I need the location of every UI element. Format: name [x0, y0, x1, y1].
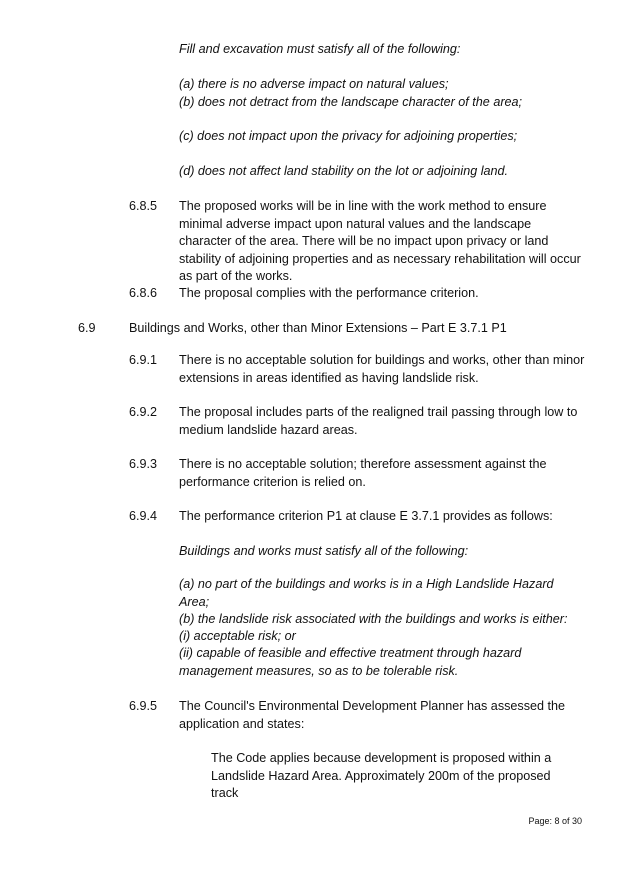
- para-text-6-8-6: The proposal complies with the performance criterion.: [179, 286, 479, 300]
- para-text-6-9-5: The Council's Environmental Development Planner has assessed the application and states:: [179, 699, 566, 731]
- para-text-6-8-5: The proposed works will be in line with the work method to ensure minimal adverse impact upon natural values and the landscape character of the area. There will be no impact upon privacy or land stability of adjoining properties and as necessary rehabilitation will occur as part of the works.: [179, 199, 581, 283]
- para-number-6-9-5: 6.9.5: [129, 699, 158, 713]
- para-number-6-9-2: 6.9.2: [129, 405, 158, 419]
- para-text-6-9-1: There is no acceptable solution for buildings and works, other than minor extensions in areas identified as having landslide risk.: [179, 353, 585, 385]
- quote-fill-a: (a) there is no adverse impact on natural values;: [179, 77, 449, 91]
- para-number-6-9-1: 6.9.1: [129, 353, 158, 367]
- section-number-6-9: 6.9: [78, 321, 96, 335]
- planner-quote: The Code applies because development is proposed within a Landslide Hazard Area. Approximately 200m of the proposed track: [211, 751, 552, 800]
- quote-fill-d: (d) does not affect land stability on the lot or adjoining land.: [179, 164, 509, 178]
- quote-buildings-a: (a) no part of the buildings and works is in a High Landslide Hazard Area;: [179, 577, 554, 609]
- para-number-6-8-6: 6.8.6: [129, 286, 158, 300]
- para-text-6-9-4: The performance criterion P1 at clause E 3.7.1 provides as follows:: [179, 509, 553, 523]
- quote-buildings-i: (i) acceptable risk; or: [179, 629, 296, 643]
- para-number-6-9-4: 6.9.4: [129, 509, 158, 523]
- quote-buildings-ii: (ii) capable of feasible and effective treatment through hazard management measures, so as to be tolerable risk.: [179, 646, 522, 678]
- para-number-6-9-3: 6.9.3: [129, 457, 158, 471]
- quote-fill-c: (c) does not impact upon the privacy for adjoining properties;: [179, 129, 518, 143]
- quote-buildings-b: (b) the landslide risk associated with the buildings and works is either:: [179, 612, 568, 626]
- quote-fill-intro: Fill and excavation must satisfy all of the following:: [179, 42, 461, 56]
- section-heading-6-9: Buildings and Works, other than Minor Extensions – Part E 3.7.1 P1: [129, 321, 507, 335]
- para-number-6-8-5: 6.8.5: [129, 199, 158, 213]
- page-number: Page: 8 of 30: [528, 816, 582, 826]
- quote-buildings-intro: Buildings and works must satisfy all of the following:: [179, 544, 469, 558]
- para-text-6-9-2: The proposal includes parts of the realigned trail passing through low to medium landslide hazard areas.: [179, 405, 578, 437]
- quote-fill-b: (b) does not detract from the landscape character of the area;: [179, 95, 523, 109]
- para-text-6-9-3: There is no acceptable solution; therefore assessment against the performance criterion is relied on.: [179, 457, 547, 489]
